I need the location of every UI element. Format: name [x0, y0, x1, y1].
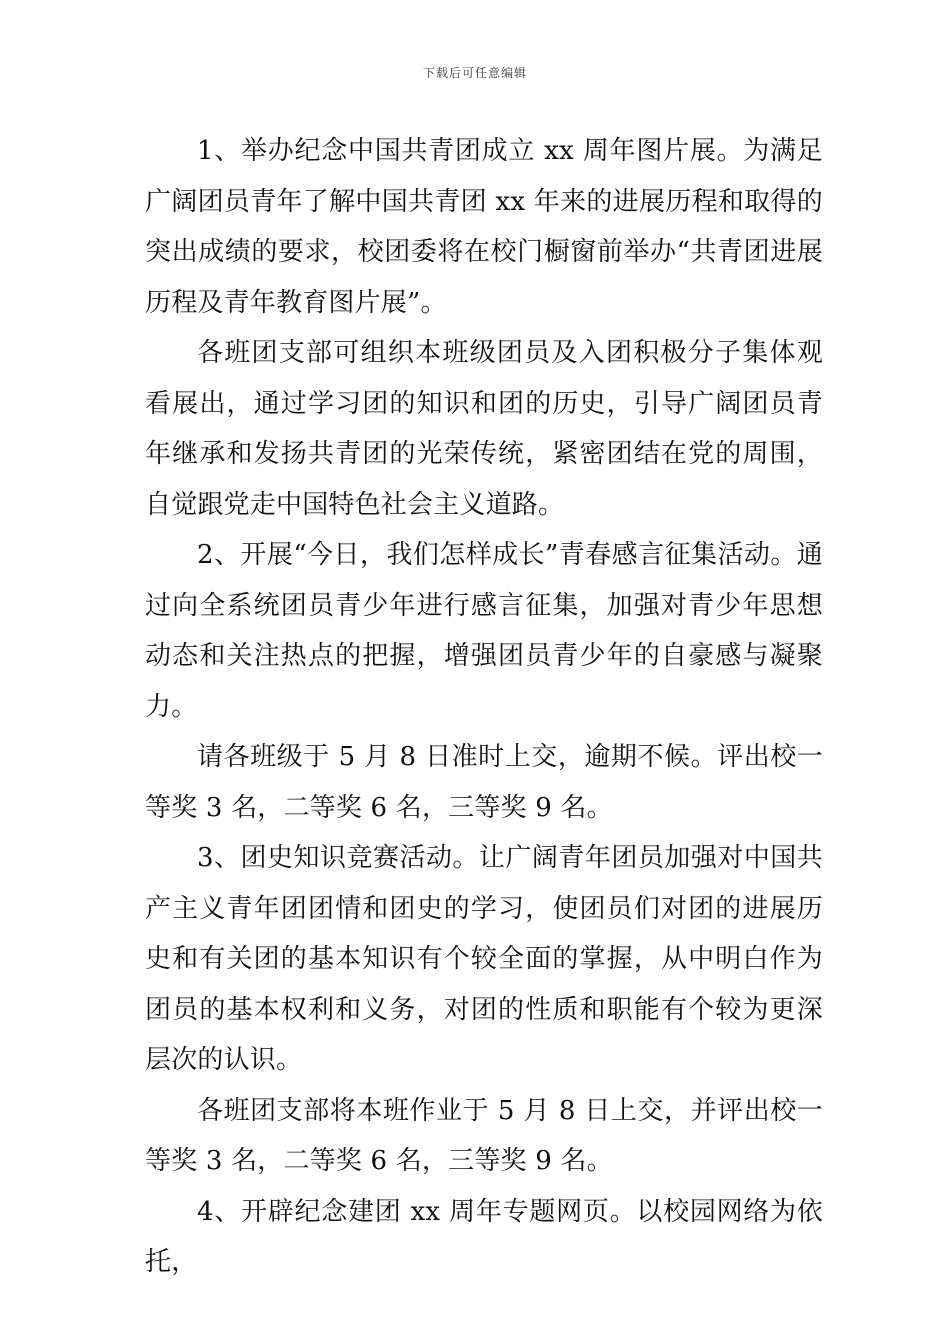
page-header-note: 下载后可任意编辑 [422, 66, 527, 80]
document-body [145, 126, 823, 1288]
paragraph-5: 3、团史知识竞赛活动。让广阔青年团员加强对中国共产主义青年团团情和团史的学习，使团员们对团的进展历史和有关团的基本知识有个较全面的掌握，从中明白作为团员的基本权利和义务，对团的性质和职能有个较为更深层次的认识。 [145, 843, 823, 1075]
paragraph-6: 各班团支部将本班作业于 5 月 8 日上交，并评出校一等奖 3 名，二等奖 6 名，三等奖 9 名。 [145, 1095, 823, 1176]
paragraph-7: 4、开辟纪念建团 xx 周年专题网页。以校园网络为依托， [145, 1196, 823, 1277]
paragraph-4: 请各班级于 5 月 8 日准时上交，逾期不候。评出校一等奖 3 名，二等奖 6 名，三等奖 9 名。 [145, 742, 823, 823]
paragraph-2: 各班团支部可组织本班级团员及入团积极分子集体观看展出，通过学习团的知识和团的历史，引导广阔团员青年继承和发扬共青团的光荣传统，紧密团结在党的周围，自觉跟党走中国特色社会主义道路。 [145, 338, 823, 520]
paragraph-3: 2、开展“今日，我们怎样成长”青春感言征集活动。通过向全系统团员青少年进行感言征集，加强对青少年思想动态和关注热点的把握，增强团员青少年的自豪感与凝聚力。 [145, 540, 823, 722]
paragraph-1: 1、举办纪念中国共青团成立 xx 周年图片展。为满足广阔团员青年了解中国共青团 xx 年来的进展历程和取得的突出成绩的要求，校团委将在校门橱窗前举办“共青团进展历程及青年教育图片展”。 [145, 136, 823, 318]
